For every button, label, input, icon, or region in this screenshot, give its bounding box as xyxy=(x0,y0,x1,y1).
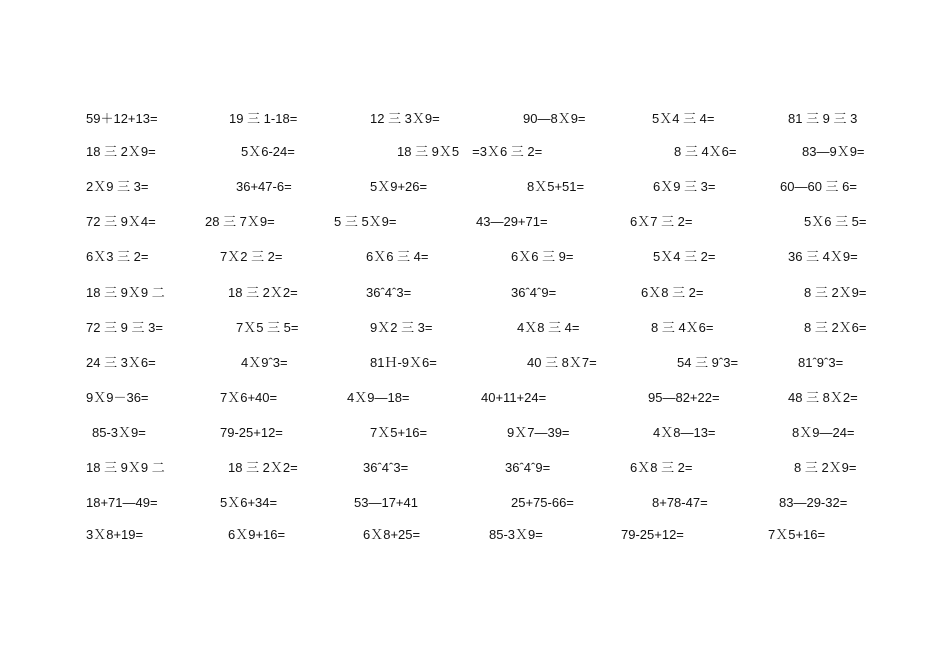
math-problem: 6Ｘ8 三 2= xyxy=(630,460,693,475)
problem-row xyxy=(0,493,950,513)
math-problem: 6Ｘ8+25= xyxy=(363,527,421,542)
math-problem: 36ˆ4ˆ9= xyxy=(505,460,551,475)
math-problem: 18 三 9Ｘ9 二 xyxy=(86,285,165,300)
problem-row xyxy=(0,247,950,267)
math-problem: 4Ｘ8 三 4= xyxy=(517,320,580,335)
math-problem: 48 三 8Ｘ2= xyxy=(788,390,858,405)
math-problem: 7Ｘ5+16= xyxy=(370,425,428,440)
math-problem: 54 三 9ˆ3= xyxy=(677,355,739,370)
math-problem: 85-3Ｘ9= xyxy=(92,425,146,440)
problem-row xyxy=(0,458,950,478)
math-problem: 6Ｘ7 三 2= xyxy=(630,214,693,229)
math-problem: 18+71—49= xyxy=(86,495,158,510)
math-problem: 83—29-32= xyxy=(779,495,848,510)
math-problem: 5Ｘ4 三 4= xyxy=(652,111,715,126)
math-problem: 2Ｘ9 三 3= xyxy=(86,179,149,194)
math-problem: 6Ｘ3 三 2= xyxy=(86,249,149,264)
math-problem: 4Ｘ9ˆ3= xyxy=(241,355,288,370)
math-problem: 18 三 2Ｘ2= xyxy=(228,285,298,300)
problem-row xyxy=(0,177,950,197)
math-problem: 8 三 2Ｘ9= xyxy=(804,285,867,300)
math-problem: 4Ｘ9—18= xyxy=(347,390,410,405)
math-problem: 18 三 2Ｘ9= xyxy=(86,144,156,159)
problem-row xyxy=(0,318,950,338)
problem-row xyxy=(0,212,950,232)
math-problem: 6Ｘ9+16= xyxy=(228,527,286,542)
math-problem: 95—82+22= xyxy=(648,390,720,405)
math-problem: 72 三 9 三 3= xyxy=(86,320,163,335)
math-problem: 79-25+12= xyxy=(621,527,684,542)
math-problem: 5Ｘ6 三 5= xyxy=(804,214,867,229)
math-problem: 83—9Ｘ9= xyxy=(802,144,865,159)
math-problem: 79-25+12= xyxy=(220,425,283,440)
math-problem: 40+11+24= xyxy=(481,390,547,405)
problem-row xyxy=(0,109,950,129)
math-problem: 8 三 4Ｘ6= xyxy=(651,320,714,335)
math-problem: 19 三 1-18= xyxy=(229,111,298,126)
problem-row xyxy=(0,283,950,303)
math-problem: 85-3Ｘ9= xyxy=(489,527,543,542)
problem-row xyxy=(0,353,950,373)
math-problem: 9Ｘ9－36= xyxy=(86,390,149,405)
math-problem: 8Ｘ9—24= xyxy=(792,425,855,440)
math-problem: 28 三 7Ｘ9= xyxy=(205,214,275,229)
math-problem: 9Ｘ7—39= xyxy=(507,425,570,440)
math-problem: 43—29+71= xyxy=(476,214,548,229)
math-problem: 7Ｘ5 三 5= xyxy=(236,320,299,335)
math-problem: 60—60 三 6= xyxy=(780,179,857,194)
math-problem: 72 三 9Ｘ4= xyxy=(86,214,156,229)
math-problem: 8Ｘ5+51= xyxy=(527,179,585,194)
math-problem: 6Ｘ6 三 9= xyxy=(511,249,574,264)
math-problem: 5 三 5Ｘ9= xyxy=(334,214,397,229)
math-problem: 5Ｘ9+26= xyxy=(370,179,428,194)
math-problem: 3Ｘ8+19= xyxy=(86,527,144,542)
math-problem: 7Ｘ6+40= xyxy=(220,390,278,405)
problem-row xyxy=(0,142,950,162)
math-problem: 18 三 9Ｘ9 二 xyxy=(86,460,165,475)
math-problem: 8 三 2Ｘ6= xyxy=(804,320,867,335)
math-problem: 5Ｘ6-24= xyxy=(241,144,295,159)
math-problem: 4Ｘ8—13= xyxy=(653,425,716,440)
math-problem: 36+47-6= xyxy=(236,179,292,194)
math-problem: 36ˆ4ˆ3= xyxy=(363,460,409,475)
math-problem: 8+78-47= xyxy=(652,495,708,510)
math-problem: 81ˆ9ˆ3= xyxy=(798,355,844,370)
math-problem: 25+75-66= xyxy=(511,495,574,510)
math-problem: 81 三 9 三 3 xyxy=(788,111,858,126)
math-problem: 81Ｈ-9Ｘ6= xyxy=(370,355,437,370)
math-problem: 5Ｘ4 三 2= xyxy=(653,249,716,264)
math-problem: 9Ｘ2 三 3= xyxy=(370,320,433,335)
math-problem: 6Ｘ9 三 3= xyxy=(653,179,716,194)
math-problem: 6Ｘ6 三 4= xyxy=(366,249,429,264)
math-problem: 7Ｘ5+16= xyxy=(768,527,826,542)
math-problem: 36ˆ4ˆ3= xyxy=(366,285,412,300)
math-problem: 7Ｘ2 三 2= xyxy=(220,249,283,264)
math-problem: 59＋12+13= xyxy=(86,111,158,126)
math-problem: 12 三 3Ｘ9= xyxy=(370,111,440,126)
math-problem: 8 三 2Ｘ9= xyxy=(794,460,857,475)
math-problem: 36ˆ4ˆ9= xyxy=(511,285,557,300)
math-problem: 90—8Ｘ9= xyxy=(523,111,586,126)
math-problem: 24 三 3Ｘ6= xyxy=(86,355,156,370)
math-problem: 5Ｘ6+34= xyxy=(220,495,278,510)
math-problem: 18 三 9Ｘ5 =3Ｘ6 三 2= xyxy=(397,144,543,159)
math-problem: 40 三 8Ｘ7= xyxy=(527,355,597,370)
math-problem: 53—17+41 xyxy=(354,495,418,510)
math-problem: 8 三 4Ｘ6= xyxy=(674,144,737,159)
problem-row xyxy=(0,525,950,545)
math-problem: 36 三 4Ｘ9= xyxy=(788,249,858,264)
problem-row xyxy=(0,423,950,443)
math-problem: 6Ｘ8 三 2= xyxy=(641,285,704,300)
math-problem: 18 三 2Ｘ2= xyxy=(228,460,298,475)
problem-row xyxy=(0,388,950,408)
